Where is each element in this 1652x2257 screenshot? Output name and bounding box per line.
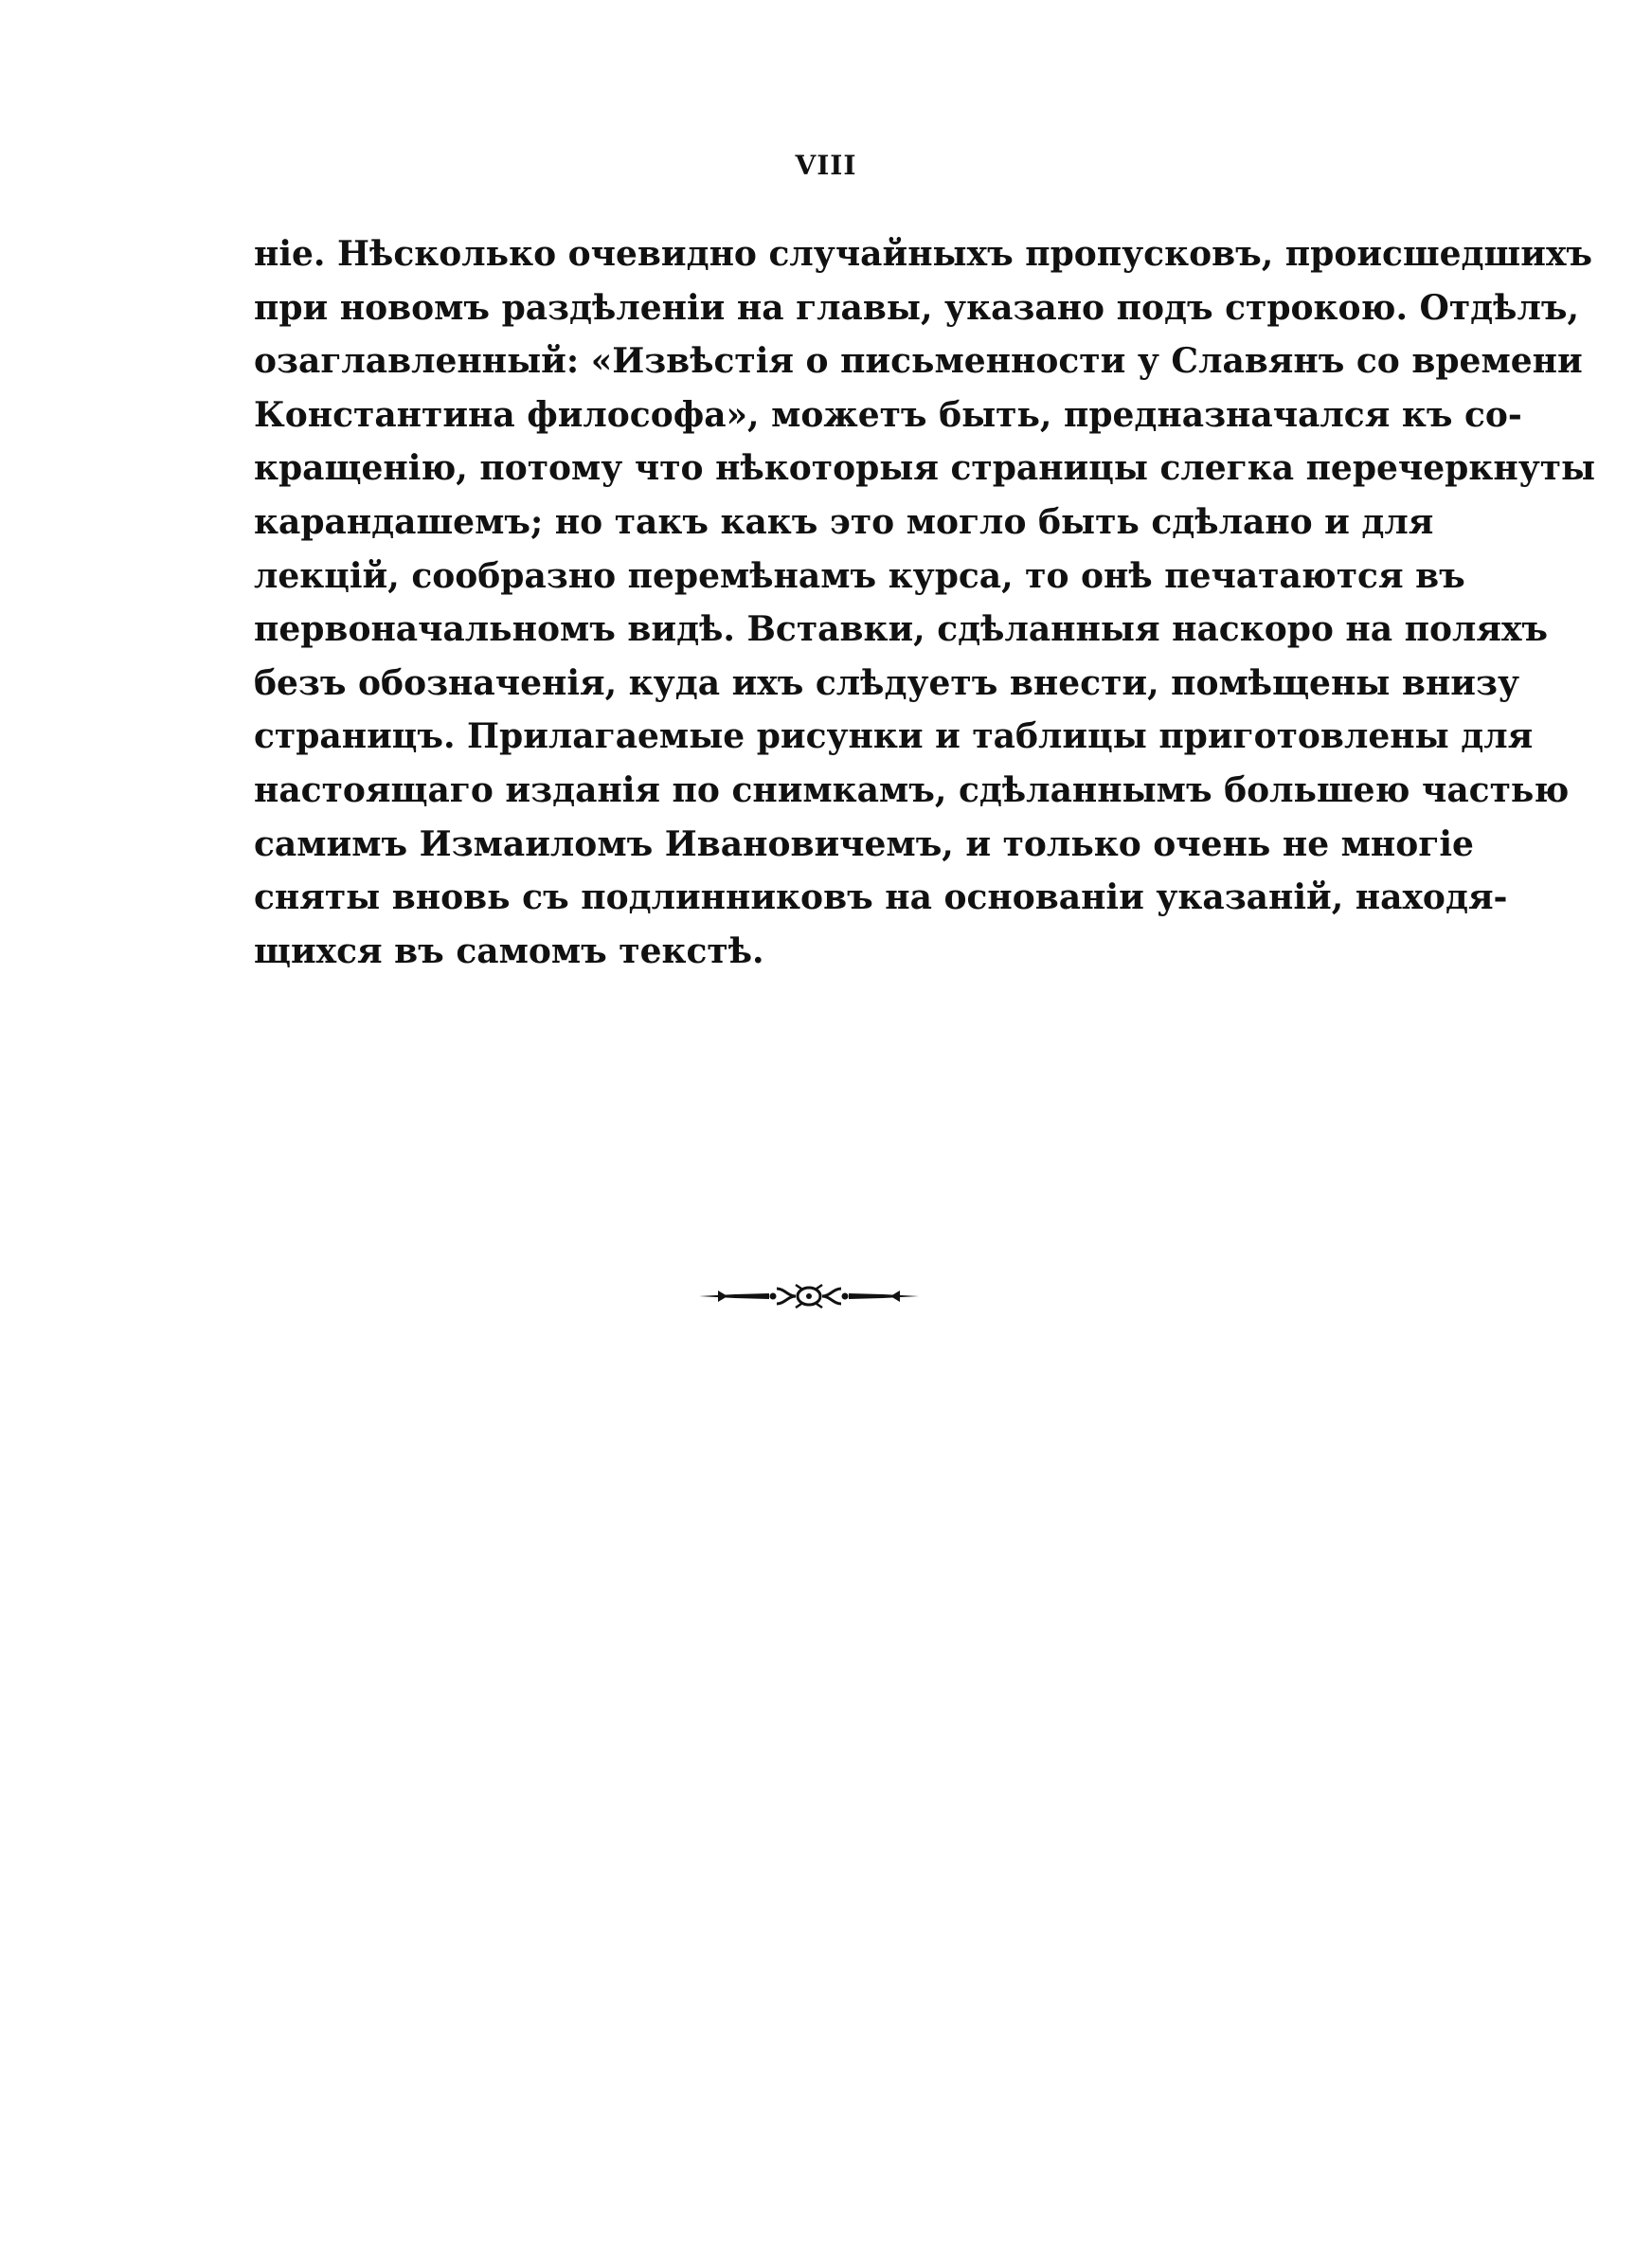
page-number: VIII	[795, 150, 857, 181]
body-paragraph	[254, 227, 1596, 978]
text-line: страницъ. Прилагаемые рисунки и таблицы приготовлены для	[254, 716, 1534, 757]
text-line: кращенію, потому что нѣкоторыя страницы слегка перечеркнуты	[254, 448, 1596, 489]
text-line: безъ обозначенія, куда ихъ слѣдуетъ внести, помѣщены внизу	[254, 662, 1520, 703]
text-line-last: щихся въ самомъ текстѣ.	[254, 930, 764, 971]
text-line: первоначальномъ видѣ. Вставки, сдѣланныя наскоро на поляхъ	[254, 609, 1549, 650]
text-line: озаглавленный: «Извѣстія о письменности у Славянъ со времени	[254, 341, 1583, 382]
ornament-divider-icon	[697, 1277, 921, 1315]
text-line: ніе. Нѣсколько очевидно случайныхъ пропусковъ, происшедшихъ	[254, 234, 1593, 274]
text-line: при новомъ раздѣленіи на главы, указано подъ строкою. Отдѣлъ,	[254, 287, 1580, 328]
text-line: лекцій, сообразно перемѣнамъ курса, то онѣ печатаются въ	[254, 555, 1465, 596]
text-line: настоящаго изданія по снимкамъ, сдѣланнымъ большею частью	[254, 769, 1570, 810]
text-line: сняты вновь съ подлинниковъ на основаніи указаній, находя-	[254, 877, 1508, 918]
text-line: самимъ Измаиломъ Ивановичемъ, и только очень не многіе	[254, 823, 1474, 864]
text-line: карандашемъ; но такъ какъ это могло быть сдѣлано и для	[254, 501, 1434, 542]
text-line: Константина философа», можетъ быть, предназначался къ со-	[254, 394, 1522, 435]
